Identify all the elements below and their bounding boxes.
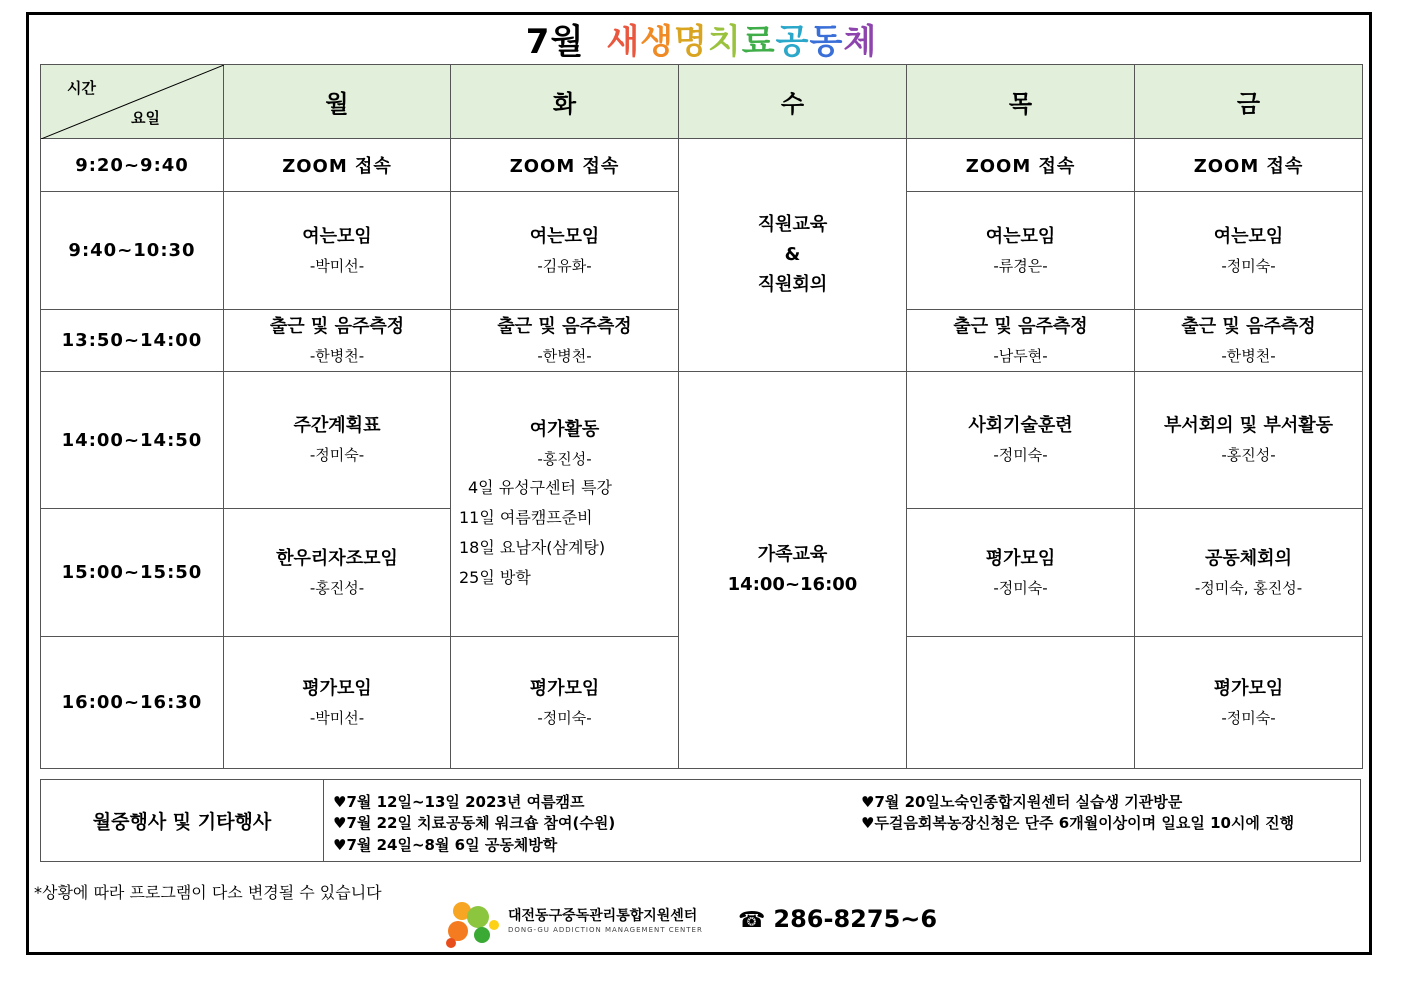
phone-number-text: 286-8275~6 — [773, 905, 938, 933]
time-slot: 9:20~9:40 — [41, 139, 224, 192]
time-slot: 14:00~14:50 — [41, 372, 224, 509]
corner-time-label: 시간 — [67, 79, 96, 97]
activity-title: 주간계획표 — [293, 415, 381, 436]
events-list-cell — [324, 780, 1361, 862]
phone-icon: ☎ — [738, 908, 766, 933]
center-name: 대전동구중독관리통합지원센터 — [508, 908, 698, 924]
schedule-cell — [224, 372, 451, 509]
activity-person: -한병천- — [537, 346, 592, 365]
events-label: 월중행사 및 기타행사 — [41, 780, 324, 862]
leisure-notes — [451, 473, 678, 593]
center-name-english: DONG-GU ADDICTION MANAGEMENT CENTER — [508, 926, 703, 934]
activity-person: -홍진성- — [309, 578, 365, 597]
title-char: 료 — [741, 22, 776, 62]
schedule-cell — [224, 310, 451, 372]
list-item: ♥7월 20일노숙인종합지원센터 실습생 기관방문 — [861, 793, 1183, 811]
activity-person: -한병천- — [1221, 346, 1276, 365]
list-item: 18일 요남자(삼계탕) — [459, 538, 606, 557]
activity-title: 공동체회의 — [1205, 547, 1292, 569]
title-char: 동 — [809, 22, 844, 62]
activity-title: 부서회의 및 부서활동 — [1163, 415, 1334, 436]
empty-cell — [907, 637, 1135, 769]
activity-title: 평가모임 — [1213, 677, 1284, 699]
corner-cell — [41, 65, 224, 139]
schedule-cell — [451, 192, 679, 310]
schedule-cell — [224, 509, 451, 637]
activity-title: 가족교육 — [757, 544, 828, 565]
title-month: 7월 — [525, 22, 585, 62]
schedule-cell — [1135, 509, 1363, 637]
staff-training-cell — [679, 139, 907, 372]
page-title — [0, 14, 1403, 63]
activity-person: -박미선- — [309, 256, 365, 275]
list-item: ♥7월 12일~13일 2023년 여름캠프 — [333, 793, 585, 811]
schedule-cell — [907, 192, 1135, 310]
activity-person: -정미숙- — [993, 446, 1048, 464]
center-logo-icon — [442, 895, 504, 951]
activity-time: 14:00~16:00 — [727, 574, 858, 595]
events-list — [324, 780, 1360, 861]
activity-person: -한병천- — [309, 346, 365, 365]
activity-title: 평가모임 — [529, 677, 600, 699]
activity-person: -정미숙- — [309, 446, 365, 464]
schedule-cell — [1135, 372, 1363, 509]
activity-title: 평가모임 — [985, 547, 1056, 569]
list-item: ♥두걸음회복농장신청은 단주 6개월이상이며 일요일 10시에 진행 — [861, 814, 1295, 832]
schedule-cell — [1135, 637, 1363, 769]
activity-title: 출근 및 음주측정 — [269, 315, 405, 337]
zoom-cell-fri: ZOOM 접속 — [1135, 139, 1363, 192]
staff-meeting-title: 직원회의 — [757, 274, 828, 295]
staff-training-ampersand: & — [784, 244, 801, 265]
activity-title: 여는모임 — [529, 225, 600, 247]
activity-title: 여는모임 — [985, 225, 1056, 247]
zoom-cell-thu: ZOOM 접속 — [907, 139, 1135, 192]
day-header-tue: 화 — [451, 65, 679, 139]
time-slot: 13:50~14:00 — [41, 310, 224, 372]
family-education-cell — [679, 372, 907, 769]
activity-person: -남두현- — [993, 346, 1048, 365]
activity-person: -김유화- — [537, 256, 592, 275]
day-header-wed: 수 — [679, 65, 907, 139]
corner-day-label: 요일 — [131, 109, 160, 127]
phone-number — [738, 905, 937, 933]
activity-person: -홍진성- — [537, 450, 592, 468]
activity-person: -정미숙- — [1221, 256, 1276, 275]
activity-title: 사회기술훈련 — [968, 415, 1073, 436]
title-program-name — [606, 22, 877, 62]
schedule-cell — [451, 637, 679, 769]
schedule-cell — [907, 310, 1135, 372]
header-row — [41, 65, 1363, 139]
title-char: 새 — [606, 22, 641, 62]
activity-title: 출근 및 음주측정 — [497, 315, 632, 337]
activity-title: 평가모임 — [302, 677, 372, 699]
list-item: 4일 유성구센터 특강 — [468, 478, 612, 497]
activity-title: 출근 및 음주측정 — [953, 315, 1088, 337]
activity-person: -정미숙, 홍진성- — [1194, 578, 1303, 597]
title-char: 체 — [843, 22, 878, 62]
schedule-cell — [224, 637, 451, 769]
activity-title: 여가활동 — [529, 419, 600, 440]
activity-person: -정미숙- — [993, 578, 1048, 597]
activity-person: -박미선- — [309, 708, 365, 727]
schedule-cell — [1135, 310, 1363, 372]
table-row — [41, 139, 1363, 192]
leisure-activity-cell — [451, 372, 679, 637]
activity-title: 여는모임 — [1213, 225, 1284, 247]
activity-person: -정미숙- — [1221, 708, 1276, 727]
footer — [442, 895, 962, 951]
time-slot: 16:00~16:30 — [41, 637, 224, 769]
title-char: 생 — [640, 22, 675, 62]
weekly-schedule-table — [40, 64, 1363, 769]
list-item: ♥7월 22일 치료공동체 워크숍 참여(수원) — [333, 814, 616, 832]
list-item: ♥7월 24일~8월 6일 공동체방학 — [333, 836, 558, 854]
activity-title: 출근 및 음주측정 — [1181, 315, 1316, 337]
monthly-events-table — [40, 779, 1361, 862]
title-char: 치 — [707, 22, 742, 62]
schedule-cell — [907, 372, 1135, 509]
day-header-fri: 금 — [1135, 65, 1363, 139]
change-notice: *상황에 따라 프로그램이 다소 변경될 수 있습니다 — [34, 883, 382, 902]
table-row — [41, 372, 1363, 509]
activity-person: -정미숙- — [537, 708, 592, 727]
zoom-cell-mon: ZOOM 접속 — [224, 139, 451, 192]
activity-person: -류경은- — [993, 256, 1048, 275]
activity-title: 여는모임 — [302, 225, 372, 247]
list-item: 11일 여름캠프준비 — [459, 508, 593, 527]
day-header-thu: 목 — [907, 65, 1135, 139]
schedule-cell — [224, 192, 451, 310]
staff-training-title: 직원교육 — [757, 214, 828, 235]
zoom-cell-tue: ZOOM 접속 — [451, 139, 679, 192]
activity-person: -홍진성- — [1221, 446, 1276, 464]
day-header-mon: 월 — [224, 65, 451, 139]
schedule-cell — [451, 310, 679, 372]
schedule-cell — [907, 509, 1135, 637]
time-slot: 15:00~15:50 — [41, 509, 224, 637]
schedule-cell — [1135, 192, 1363, 310]
title-char: 명 — [674, 22, 708, 62]
time-slot: 9:40~10:30 — [41, 192, 224, 310]
title-char: 공 — [775, 22, 810, 62]
list-item: 25일 방학 — [459, 568, 531, 587]
activity-title: 한우리자조모임 — [276, 547, 398, 569]
